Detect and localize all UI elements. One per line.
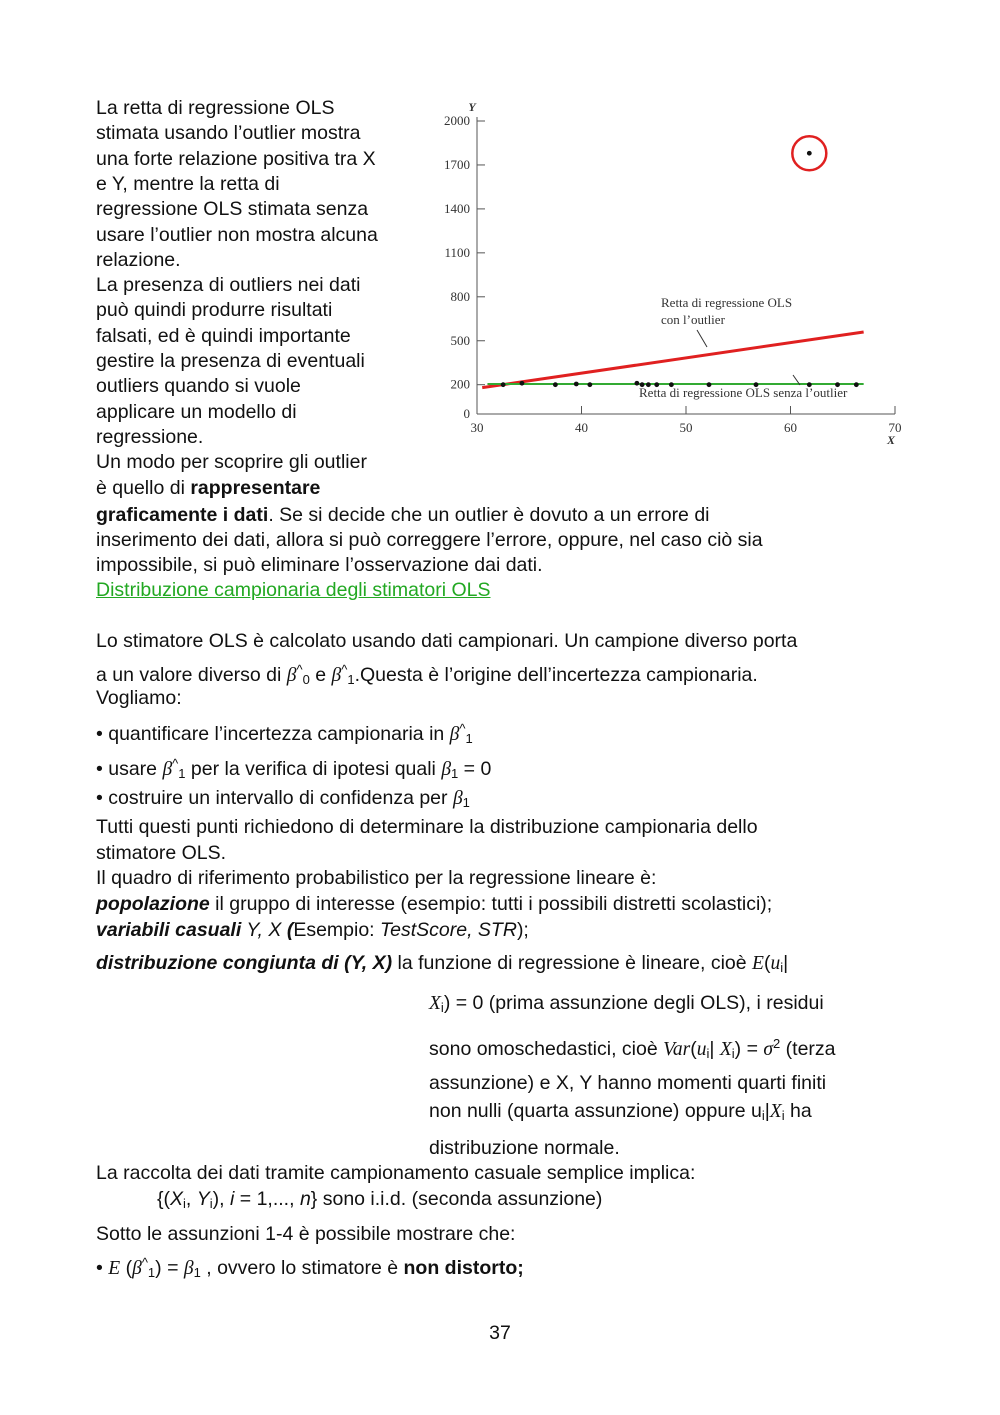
intro-line: e Y, mentre la retta di — [96, 172, 280, 195]
chart-marks — [482, 136, 863, 387]
chart-axes — [477, 117, 895, 414]
intro-line: La retta di regressione OLS — [96, 97, 335, 119]
assumption-line-5: distribuzione normale. — [429, 1137, 620, 1159]
p2-line-b: stimatore OLS. — [96, 842, 227, 864]
y-tick-label: 2000 — [444, 113, 470, 128]
data-point — [574, 382, 579, 387]
intro-line: relazione. — [96, 248, 181, 271]
assumption-line-4: non nulli (quarta assunzione) oppure $u_i|X_i$ ha — [429, 1100, 812, 1123]
intro-line: outliers quando si vuole — [96, 375, 301, 398]
data-point — [501, 382, 506, 387]
intro-line: applicare un modello di — [96, 400, 297, 423]
assumption-line-2: sono omoschedastici, cioè $Var(u_i|$ $X_i) = \sigma^2$ (terza — [429, 1036, 836, 1061]
y-tick-label: 1400 — [444, 200, 470, 216]
y-axis-label: Y — [468, 100, 476, 114]
bullet-3: • costruire un intervallo di confidenza per $\beta_1$ — [96, 787, 470, 810]
y-tick-label: 500 — [450, 332, 470, 348]
intro-line: Un modo per scoprire gli outlier — [96, 451, 367, 474]
x-tick-label: 60 — [784, 420, 797, 435]
chart-labels — [444, 100, 902, 447]
x-tick-label: 50 — [679, 420, 693, 435]
assumption-line-1: $X_i) = 0$ (prima assunzione degli OLS), i residui — [429, 992, 824, 1015]
p1-line-b: a un valore diverso di $\beta^{\^{}}_0$ e $\beta^{\^{}}_1.Questa$ è l’origine dell’incertezza campionaria. — [96, 662, 758, 687]
bullet-2: • usare $\beta^{\^{}}_1$ per la verifica di ipotesi quali $\beta_1 = 0$ — [96, 756, 492, 781]
y-tick-label: 0 — [463, 406, 470, 421]
intro-line-19: impossibile, si può eliminare l’osservazione dai dati. — [96, 554, 543, 576]
y-tick-label: 200 — [450, 376, 470, 392]
section-link[interactable]: Distribuzione campionaria degli stimatori OLS — [96, 579, 491, 601]
intro-line: una forte relazione positiva tra X — [96, 147, 376, 170]
x-axis-label: X — [886, 433, 896, 447]
annotation-leader — [697, 330, 707, 347]
intro-line: usare l’outlier non mostra alcuna — [96, 223, 378, 246]
p2-line-c: Il quadro di riferimento probabilistico per la regressione lineare è: — [96, 867, 657, 889]
ols-line-with-outlier — [482, 332, 863, 388]
distribuzione-line: distribuzione congiunta di (Y, X) la funzione di regressione è lineare, cioè $E(u_i|$ — [96, 952, 789, 975]
intro-line: regressione OLS stimata senza — [96, 198, 369, 221]
x-tick-label: 70 — [888, 420, 902, 435]
data-point — [520, 381, 525, 386]
data-point — [854, 382, 859, 387]
popolazione-line: popolazione il gruppo di interesse (esempio: tutti i possibili distretti scolastici); — [96, 893, 773, 915]
intro-line: falsati, ed è quindi importante — [96, 324, 351, 347]
page-number: 37 — [489, 1322, 511, 1344]
p4-line-b: • E $(\beta^{\^{}}_1) = \beta_1$ , ovvero lo stimatore è non distorto; — [96, 1255, 524, 1280]
p3-line-b: {($X_i$, $Y_i$), i = 1,..., n} sono i.i.d. (seconda assunzione) — [157, 1188, 603, 1211]
intro-line-18: inserimento dei dati, allora si può correggere l’errore, oppure, nel caso ciò sia — [96, 529, 763, 551]
annotation-with-outlier: Retta di regressione OLS — [661, 295, 793, 310]
p3-line-a: La raccolta dei dati tramite campionamento casuale semplice implica: — [96, 1162, 696, 1184]
y-tick-label: 1100 — [444, 244, 470, 260]
outlier-point — [807, 151, 812, 156]
annotation-without-outlier: Retta di regressione OLS senza l’outlier — [639, 385, 848, 400]
intro-line-17: graficamente i dati. Se si decide che un outlier è dovuto a un errore di — [96, 504, 710, 526]
x-tick-label: 40 — [575, 420, 588, 435]
intro-line: stimata usando l’outlier mostra — [96, 122, 361, 145]
intro-line: gestire la presenza di eventuali — [96, 350, 365, 372]
intro-line: regressione. — [96, 425, 204, 448]
p1-line-c: Vogliamo: — [96, 687, 182, 709]
intro-line: può quindi produrre risultati — [96, 299, 333, 322]
intro-line: La presenza di outliers nei dati — [96, 274, 361, 297]
y-tick-label: 1700 — [444, 156, 470, 172]
intro-line-16: è quello di rappresentare — [96, 477, 321, 499]
bullet-1: • quantificare l’incertezza campionaria in $\beta^{\^{}}_1$ — [96, 721, 473, 746]
p1-line-a: Lo stimatore OLS è calcolato usando dati campionari. Un campione diverso porta — [96, 630, 798, 652]
p4-line-a: Sotto le assunzioni 1-4 è possibile mostrare che: — [96, 1223, 516, 1245]
x-tick-label: 30 — [470, 420, 484, 435]
assumption-line-3: assunzione) e X, Y hanno momenti quarti finiti — [429, 1072, 827, 1094]
variabili-line: variabili casuali Y, X (Esempio: TestScore, STR); — [96, 919, 529, 941]
annotation-with-outlier-2: con l’outlier — [661, 312, 725, 327]
data-point — [587, 382, 592, 387]
outlier-regression-chart — [425, 97, 910, 452]
y-tick-label: 800 — [450, 288, 470, 304]
p2-line-a: Tutti questi punti richiedono di determinare la distribuzione campionaria dello — [96, 816, 758, 838]
data-point — [553, 382, 558, 387]
